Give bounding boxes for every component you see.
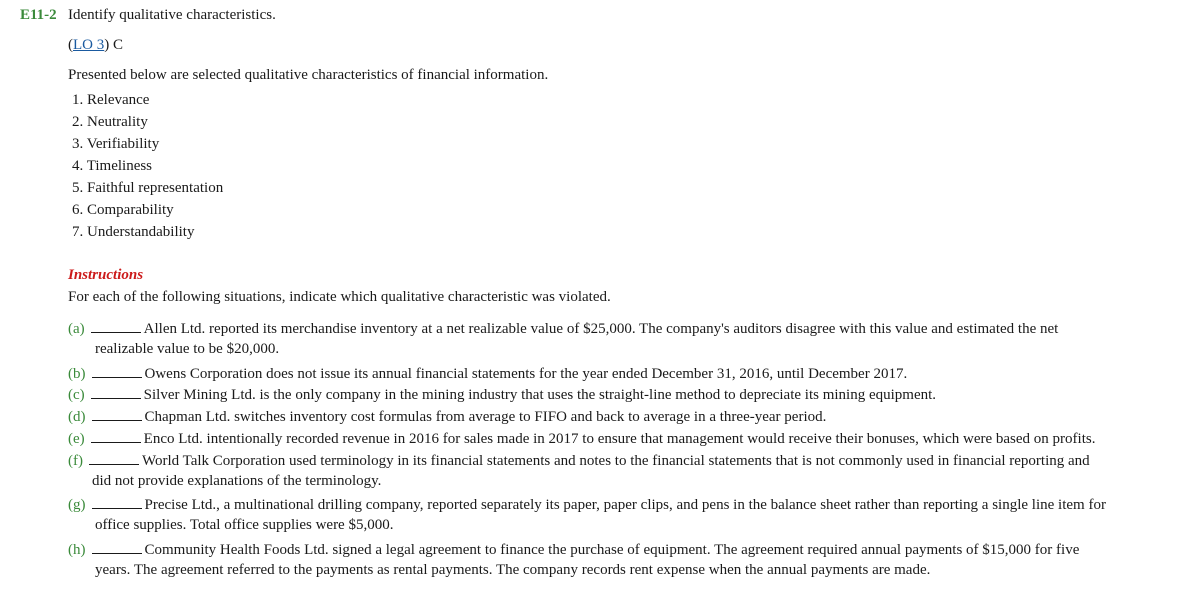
situation-text: Allen Ltd. reported its merchandise inventory at a net realizable value of $25,000. The company's auditors disagree with this value and estimated the net bbox=[143, 321, 1059, 337]
answer-blank[interactable] bbox=[92, 495, 142, 509]
situation-d bbox=[68, 407, 826, 426]
situation-label: (b) bbox=[68, 366, 86, 382]
situation-text: Community Health Foods Ltd. signed a legal agreement to finance the purchase of equipment. The agreement required annual payments of $15,000 for five bbox=[144, 542, 1080, 558]
situation-f bbox=[68, 451, 1090, 470]
instructions-text: For each of the following situations, indicate which qualitative characteristic was violated. bbox=[68, 289, 611, 305]
answer-blank[interactable] bbox=[92, 540, 142, 554]
situation-text: Chapman Ltd. switches inventory cost formulas from average to FIFO and back to average in a three-year period. bbox=[144, 409, 827, 425]
answer-blank[interactable] bbox=[91, 319, 141, 333]
answer-blank[interactable] bbox=[92, 364, 142, 378]
situation-h-continued: years. The agreement referred to the payments as rental payments. The company records rent expense when the annual payments are made. bbox=[95, 562, 931, 578]
list-item: 7. Understandability bbox=[72, 224, 195, 240]
situation-text: Enco Ltd. intentionally recorded revenue in 2016 for sales made in 2017 to ensure that management would receive their bonuses, which were based on profits. bbox=[143, 431, 1096, 447]
list-item: 3. Verifiability bbox=[72, 136, 160, 152]
list-item: 1. Relevance bbox=[72, 92, 150, 108]
situation-c bbox=[68, 385, 936, 404]
learning-objective-link[interactable]: LO 3 bbox=[73, 37, 105, 53]
situation-label: (c) bbox=[68, 387, 85, 403]
situation-g bbox=[68, 495, 1106, 514]
list-item: 2. Neutrality bbox=[72, 114, 148, 130]
situation-e bbox=[68, 429, 1095, 448]
exercise-title: Identify qualitative characteristics. bbox=[68, 7, 276, 23]
situation-f-continued: did not provide explanations of the terminology. bbox=[92, 473, 382, 489]
situation-text: Silver Mining Ltd. is the only company in the mining industry that uses the straight-line method to depreciate its mining equipment. bbox=[143, 387, 937, 403]
situation-label: (e) bbox=[68, 431, 85, 447]
answer-blank[interactable] bbox=[89, 451, 139, 465]
situation-label: (d) bbox=[68, 409, 86, 425]
lo-open: ( bbox=[68, 37, 73, 53]
intro-text: Presented below are selected qualitative characteristics of financial information. bbox=[68, 67, 549, 83]
situation-text: Precise Ltd., a multinational drilling company, reported separately its paper, paper clips, and pens in the balance sheet rather than reporting a single line item for bbox=[144, 497, 1106, 513]
situation-label: (g) bbox=[68, 497, 86, 513]
learning-objective bbox=[68, 37, 123, 54]
list-item: 5. Faithful representation bbox=[72, 180, 224, 196]
answer-blank[interactable] bbox=[91, 385, 141, 399]
situation-a bbox=[68, 319, 1058, 338]
list-item: 4. Timeliness bbox=[72, 158, 153, 174]
instructions-heading: Instructions bbox=[68, 267, 144, 283]
situation-label: (h) bbox=[68, 542, 86, 558]
situation-label: (a) bbox=[68, 321, 85, 337]
situation-g-continued: office supplies. Total office supplies were $5,000. bbox=[95, 517, 394, 533]
list-item: 6. Comparability bbox=[72, 202, 174, 218]
answer-blank[interactable] bbox=[91, 429, 141, 443]
situation-text: Owens Corporation does not issue its annual financial statements for the year ended December 31, 2016, until December 2017. bbox=[144, 366, 908, 382]
situation-text: World Talk Corporation used terminology in its financial statements and notes to the financial statements that is not commonly used in financial reporting and bbox=[142, 453, 1090, 469]
exercise-id: E11-2 bbox=[20, 7, 57, 23]
situation-b bbox=[68, 364, 907, 383]
answer-blank[interactable] bbox=[92, 407, 142, 421]
situation-a-continued: realizable value to be $20,000. bbox=[95, 341, 280, 357]
situation-label: (f) bbox=[68, 453, 83, 469]
lo-close: ) C bbox=[104, 37, 123, 53]
situation-h bbox=[68, 540, 1079, 559]
characteristics-list bbox=[72, 89, 223, 243]
